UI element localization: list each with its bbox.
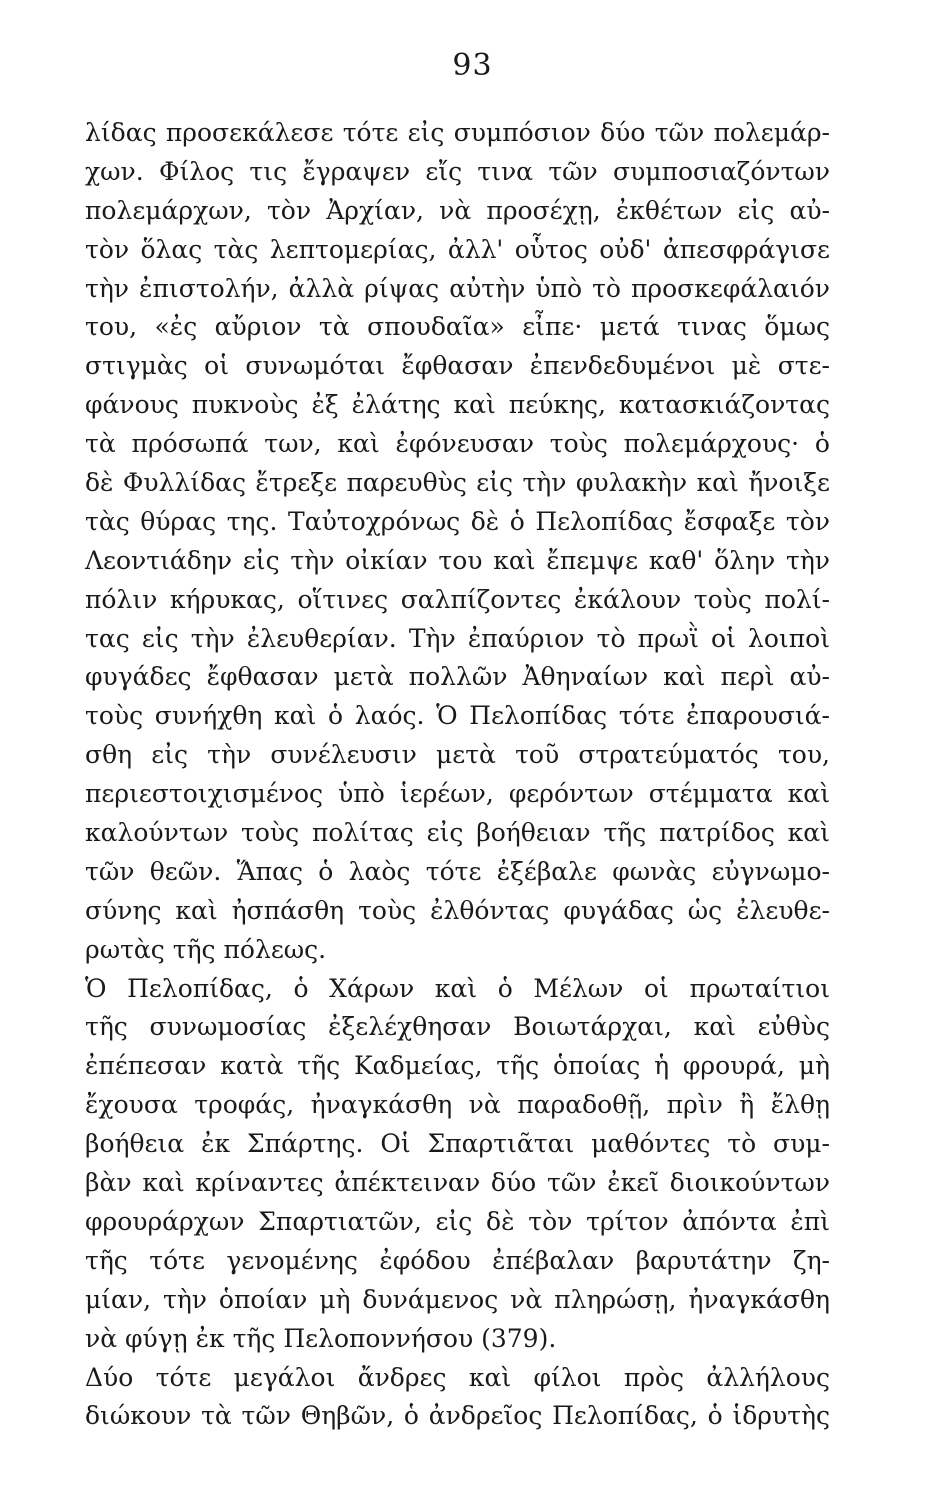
text-line: Δύο τότε μεγάλοι ἄνδρες καὶ φίλοι πρὸς ἀλλήλους [85, 1362, 830, 1392]
text-line: φρουράρχων Σπαρτιατῶν, εἰς δὲ τὸν τρίτον ἀπόντα ἐπὶ [85, 1206, 830, 1236]
text-line: διώκουν τὰ τῶν Θηβῶν, ὁ ἀνδρεῖος Πελοπίδας, ὁ ἱδρυτὴς [85, 1401, 830, 1431]
text-line: καλούντων τοὺς πολίτας εἰς βοήθειαν τῆς πατρίδος καὶ [85, 818, 830, 848]
text-line: Λεοντιάδην εἰς τὴν οἰκίαν του καὶ ἔπεμψε καθ' ὅλην τὴν [85, 545, 830, 575]
paragraph-end-line: ρωτὰς τῆς πόλεως. [85, 934, 327, 964]
text-line: τῆς τότε γενομένης ἐφόδου ἐπέβαλαν βαρυτάτην ζη- [85, 1245, 830, 1275]
text-line: τὰς θύρας της. Ταὐτοχρόνως δὲ ὁ Πελοπίδας ἔσφαξε τὸν [85, 506, 830, 536]
text-line: πόλιν κήρυκας, οἵτινες σαλπίζοντες ἐκάλουν τοὺς πολί- [85, 584, 830, 614]
text-line: τὰ πρόσωπά των, καὶ ἐφόνευσαν τοὺς πολεμάρχους· ὁ [85, 429, 830, 459]
text-line: βοήθεια ἐκ Σπάρτης. Οἱ Σπαρτιᾶται μαθόντες τὸ συμ- [85, 1129, 830, 1159]
text-line: του, «ἐς αὔριον τὰ σπουδαῖα» εἶπε· μετά τινας ὅμως [85, 312, 830, 342]
text-line: σύνης καὶ ἠσπάσθη τοὺς ἐλθόντας φυγάδας ὡς ἐλευθε- [85, 895, 830, 925]
text-line: τῶν θεῶν. Ἅπας ὁ λαὸς τότε ἐξέβαλε φωνὰς εὐγνωμο- [85, 856, 830, 886]
text-line: χων. Φίλος τις ἔγραψεν εἴς τινα τῶν συμποσιαζόντων [85, 156, 830, 186]
text-line: δὲ Φυλλίδας ἔτρεξε παρευθὺς εἰς τὴν φυλακὴν καὶ ἤνοιξε [85, 468, 830, 498]
paragraph-end-line: νὰ φύγῃ ἐκ τῆς Πελοποννήσου (379). [85, 1323, 557, 1353]
text-line: σθη εἰς τὴν συνέλευσιν μετὰ τοῦ στρατεύματός του, [85, 740, 830, 770]
text-line: τὴν ἐπιστολήν, ἀλλὰ ρίψας αὐτὴν ὑπὸ τὸ προσκεφάλαιόν [85, 273, 830, 303]
text-line: λίδας προσεκάλεσε τότε εἰς συμπόσιον δύο τῶν πολεμάρ- [85, 118, 830, 147]
text-line: τῆς συνωμοσίας ἐξελέχθησαν Βοιωτάρχαι, καὶ εὐθὺς [85, 1012, 830, 1042]
text-line: ἐπέπεσαν κατὰ τῆς Καδμείας, τῆς ὁποίας ἡ φρουρά, μὴ [85, 1051, 830, 1081]
text-line: βὰν καὶ κρίναντες ἀπέκτειναν δύο τῶν ἐκεῖ διοικούντων [85, 1168, 830, 1198]
body-text [85, 114, 830, 1436]
text-line: τας εἰς τὴν ἐλευθερίαν. Τὴν ἐπαύριον τὸ πρωῒ οἱ λοιποὶ [85, 623, 830, 653]
text-line: φυγάδες ἔφθασαν μετὰ πολλῶν Ἀθηναίων καὶ περὶ αὐ- [85, 662, 830, 692]
text-line: ἔχουσα τροφάς, ἠναγκάσθη νὰ παραδοθῇ, πρὶν ἢ ἔλθῃ [85, 1090, 830, 1120]
text-line: Ὁ Πελοπίδας, ὁ Χάρων καὶ ὁ Μέλων οἱ πρωταίτιοι [85, 973, 830, 1003]
text-line: τοὺς συνήχθη καὶ ὁ λαός. Ὁ Πελοπίδας τότε ἐπαρουσιά- [85, 701, 830, 731]
text-line: φάνους πυκνοὺς ἐξ ἐλάτης καὶ πεύκης, κατασκιάζοντας [85, 390, 830, 420]
page-number: 93 [452, 48, 493, 83]
text-line: μίαν, τὴν ὁποίαν μὴ δυνάμενος νὰ πληρώσῃ, ἠναγκάσθη [85, 1284, 830, 1314]
text-line: τὸν ὅλας τὰς λεπτομερίας, ἀλλ' οὗτος οὐδ' ἀπεσφράγισε [85, 234, 830, 264]
text-line: περιεστοιχισμένος ὑπὸ ἱερέων, φερόντων στέμματα καὶ [85, 779, 830, 809]
text-line: πολεμάρχων, τὸν Ἀρχίαν, νὰ προσέχῃ, ἐκθέτων εἰς αὐ- [85, 195, 830, 225]
text-line: στιγμὰς οἱ συνωμόται ἔφθασαν ἐπενδεδυμένοι μὲ στε- [85, 351, 830, 381]
